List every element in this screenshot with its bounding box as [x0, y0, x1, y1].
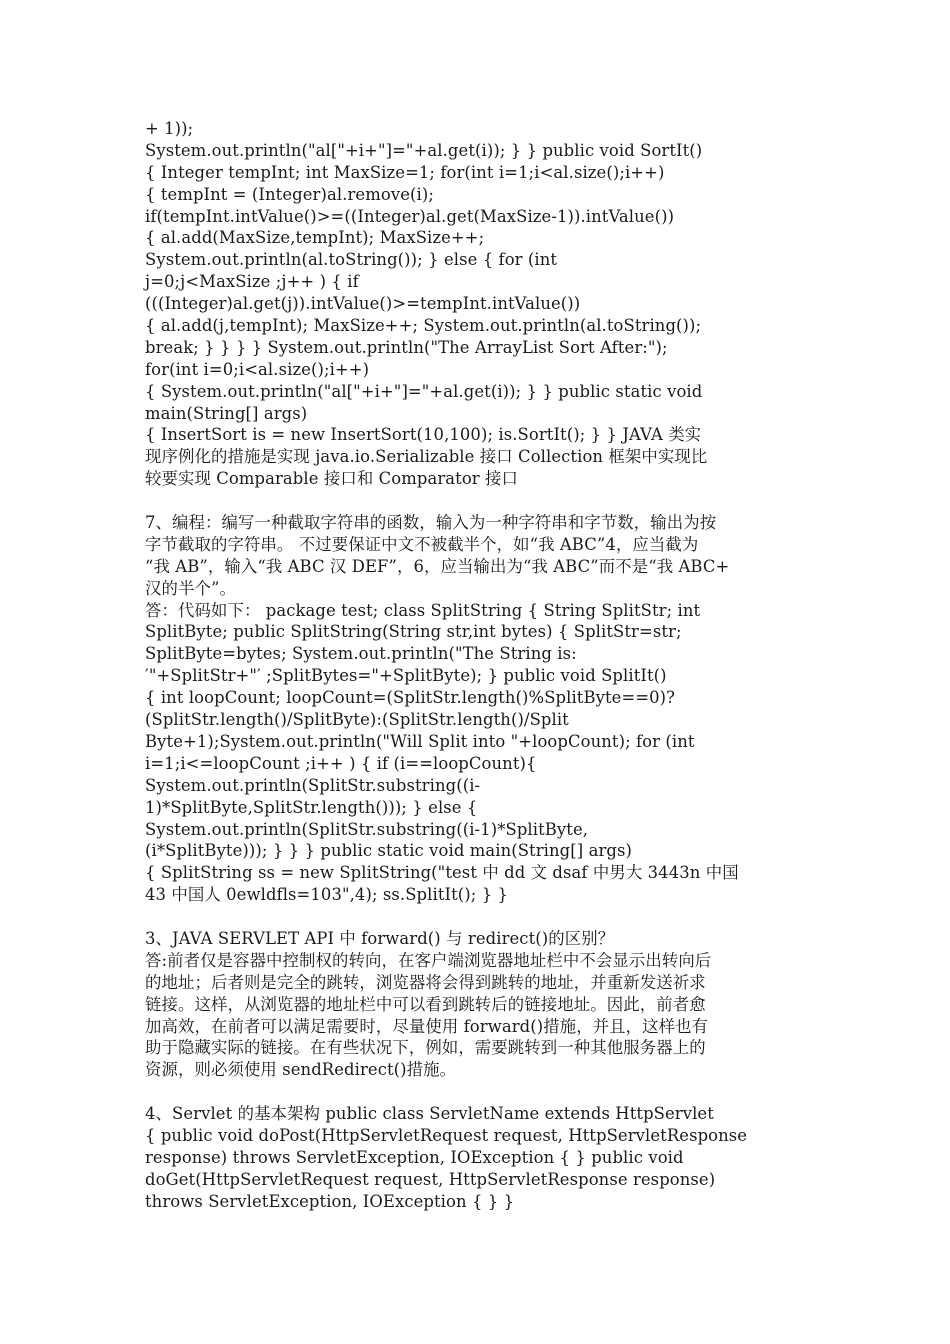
text-line: { al.add(MaxSize,tempInt); MaxSize++;: [145, 228, 485, 248]
text-line: 4、Servlet 的基本架构 public class ServletName extends HttpServlet: [145, 1104, 714, 1124]
text-line: response) throws ServletException, IOException { } public void: [145, 1147, 684, 1167]
text-line: 链接。这样，从浏览器的地址栏中可以看到跳转后的链接地址。因此，前者愈: [145, 994, 706, 1014]
text-line: { InsertSort is = new InsertSort(10,100); is.SortIt(); } } JAVA 类实: [145, 425, 702, 445]
text-line: main(String[] args): [145, 403, 308, 423]
text-line: 7、编程：编写一种截取字符串的函数，输入为一种字符串和字节数，输出为按: [145, 513, 717, 533]
text-line: 助于隐藏实际的链接。在有些状况下，例如，需要跳转到一种其他服务器上的: [145, 1038, 706, 1058]
text-line: System.out.println(al.toString()); } else { for (int: [145, 250, 558, 270]
text-line: { SplitString ss = new SplitString("test 中 dd 文 dsaf 中男大 3443n 中国: [145, 863, 739, 883]
text-line: 资源，则必须使用 sendRedirect()措施。: [145, 1060, 457, 1080]
text-line: System.out.println(SplitStr.substring((i-1)*SplitByte,: [145, 819, 589, 839]
text-line: { tempInt = (Integer)al.remove(i);: [145, 184, 434, 204]
text-line: i=1;i<=loopCount ;i++ ) { if (i==loopCount){: [145, 753, 537, 773]
question-3-forward-redirect: [145, 928, 835, 1081]
text-line: { al.add(j,tempInt); MaxSize++; System.out.println(al.toString());: [145, 316, 702, 336]
document-body: [145, 118, 835, 1213]
text-line: SplitByte; public SplitString(String str,int bytes) { SplitStr=str;: [145, 622, 682, 642]
question-4-servlet-architecture: [145, 1103, 835, 1212]
text-line: (((Integer)al.get(j)).intValue()>=tempInt.intValue()): [145, 294, 581, 314]
text-line: 答:前者仅是容器中控制权的转向，在客户端浏览器地址栏中不会显示出转向后: [145, 950, 712, 970]
text-line: ′"+SplitStr+"′ ;SplitBytes="+SplitByte); } public void SplitIt(): [145, 666, 667, 686]
text-line: 43 中国人 0ewldfls=103",4); ss.SplitIt(); } }: [145, 885, 509, 905]
paragraph-gap: [145, 490, 835, 512]
text-line: + 1));: [145, 119, 194, 138]
text-line: 的地址；后者则是完全的跳转，浏览器将会得到跳转的地址，并重新发送祈求: [145, 972, 706, 992]
text-line: { Integer tempInt; int MaxSize=1; for(int i=1;i<al.size();i++): [145, 162, 665, 182]
paragraph-gap: [145, 1081, 835, 1103]
text-line: (SplitStr.length()/SplitByte):(SplitStr.length()/Split: [145, 710, 569, 730]
text-line: Byte+1);System.out.println("Will Split into "+loopCount); for (int: [145, 731, 695, 751]
text-line: doGet(HttpServletRequest request, HttpServletResponse response): [145, 1169, 716, 1189]
text-line: for(int i=0;i<al.size();i++): [145, 359, 370, 379]
text-line: { int loopCount; loopCount=(SplitStr.length()%SplitByte==0)?: [145, 688, 676, 708]
text-line: 加高效，在前者可以满足需要时，尽量使用 forward()措施，并且，这样也有: [145, 1016, 709, 1036]
text-line: if(tempInt.intValue()>=((Integer)al.get(MaxSize-1)).intValue()): [145, 206, 675, 226]
text-line: throws ServletException, IOException { } }: [145, 1191, 515, 1211]
text-line: SplitByte=bytes; System.out.println("The String is:: [145, 644, 577, 664]
text-line: { public void doPost(HttpServletRequest request, HttpServletResponse: [145, 1125, 748, 1145]
text-line: System.out.println("al["+i+"]="+al.get(i)); } } public void SortIt(): [145, 140, 703, 160]
text-line: (i*SplitByte))); } } } public static void main(String[] args): [145, 841, 632, 861]
text-line: 1)*SplitByte,SplitStr.length())); } else {: [145, 797, 478, 817]
text-line: 字节截取的字符串。 不过要保证中文不被截半个，如“我 ABC”4，应当截为: [145, 534, 699, 554]
text-line: 较要实现 Comparable 接口和 Comparator 接口: [145, 469, 519, 489]
paragraph-gap: [145, 906, 835, 928]
text-line: 汉的半个”。: [145, 578, 236, 598]
text-line: j=0;j<MaxSize ;j++ ) { if: [145, 272, 359, 292]
code-block-insert-sort: [145, 118, 835, 490]
text-line: 现序例化的措施是实现 java.io.Serializable 接口 Collection 框架中实现比: [145, 447, 708, 467]
text-line: { System.out.println("al["+i+"]="+al.get(i)); } } public static void: [145, 381, 703, 401]
text-line: 答：代码如下： package test; class SplitString { String SplitStr; int: [145, 600, 701, 620]
text-line: break; } } } } System.out.println("The ArrayList Sort After:");: [145, 337, 668, 357]
text-line: “我 AB”，输入“我 ABC 汉 DEF”，6，应当输出为“我 ABC”而不是“我 ABC+: [145, 556, 730, 576]
text-line: System.out.println(SplitStr.substring((i-: [145, 775, 481, 795]
text-line: 3、JAVA SERVLET API 中 forward() 与 redirect()的区别？: [145, 928, 615, 948]
question-7-split-string: [145, 512, 835, 906]
